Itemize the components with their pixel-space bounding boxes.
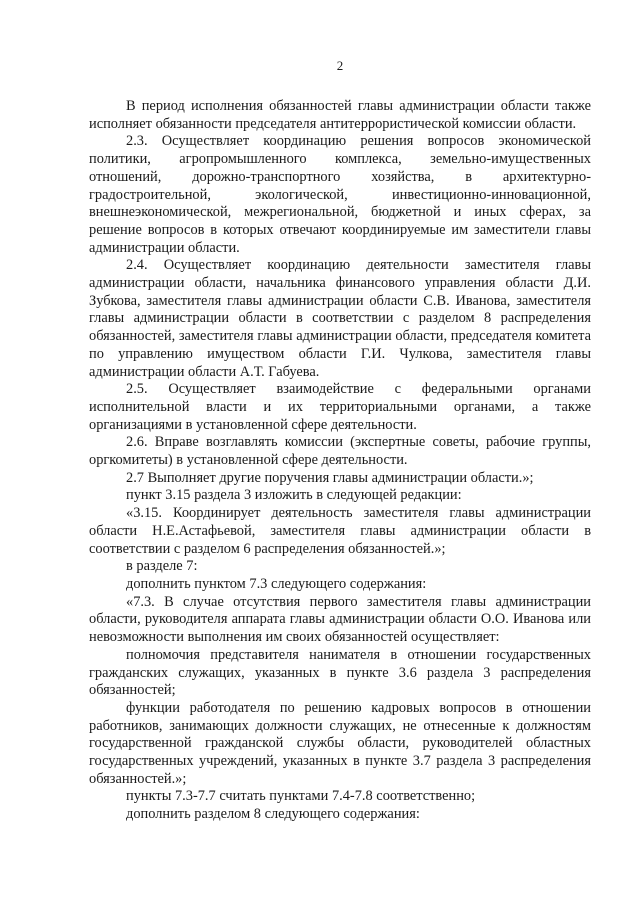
paragraph-2-7: 2.7 Выполняет другие поручения главы администрации области.»; [126,469,534,486]
paragraph-7-3: «7.3. В случае отсутствия первого заместителя главы администрации области, руководителя аппарата главы администрации области О.О. Иванова или невозможности выполнения им своих обязанностей осуществляет: [89,593,591,646]
paragraph-2-5: 2.5. Осуществляет взаимодействие с федеральными органами исполнительной власти и их территориальными органами, а также организациями в установленной сфере деятельности. [89,381,591,433]
document-body [89,98,591,824]
paragraph-employer-powers: полномочия представителя нанимателя в отношении государственных гражданских служащих, указанных в пункте 3.6 раздела 3 распределения обязанностей; [89,646,591,699]
paragraph-employer-functions: функции работодателя по решению кадровых вопросов в отношении работников, занимающих должности служащих, не отнесенные к должностям государственной гражданской службы области, руководителей областных государственных учреждений, указанных в пункте 3.7 раздела 3 распределения обязанностей.»; [89,699,591,787]
page-number: 2 [336,58,344,73]
paragraph-renumber: пункты 7.3-7.7 считать пунктами 7.4-7.8 соответственно; [126,788,476,805]
paragraph-3-15: «3.15. Координирует деятельность заместителя главы администрации области Н.Е.Астафьевой, заместителя главы администрации области в соответствии с разделом 6 распределения обязанностей.»; [89,505,591,557]
paragraph-1: В период исполнения обязанностей главы администрации области также исполняет обязанности председателя антитеррористической комиссии области. [89,98,591,132]
paragraph-2-3: 2.3. Осуществляет координацию решения вопросов экономической политики, агропромышленного комплекса, земельно-имущественных отношений, дорожно-транспортного хозяйства, в архитектурно-градостроительной, экологической, инвестиционно-инновационной, внешнеэкономической, межрегиональной, бюджетной и иных сферах, за решение вопросов в которых отвечают координируемые им заместители главы администрации области. [89,133,591,256]
paragraph-add-section-8: дополнить разделом 8 следующего содержания: [126,806,420,823]
paragraph-2-6: 2.6. Вправе возглавлять комиссии (экспертные советы, рабочие группы, оргкомитеты) в установленной сфере деятельности. [89,434,591,469]
paragraph-item-3-15-intro: пункт 3.15 раздела 3 изложить в следующей редакции: [126,487,462,504]
paragraph-2-4: 2.4. Осуществляет координацию деятельности заместителя главы администрации области, начальника финансового управления области Д.И. Зубкова, заместителя главы администрации области С.В. Иванова, заместителя главы администрации области в соответствии с разделом 8 распределения обязанностей, заместителя главы администрации области, председателя комитета по управлению имуществом области Г.И. Чулкова, заместителя главы администрации области А.Т. Габуева. [89,257,591,380]
paragraph-section-7: в разделе 7: [126,558,198,575]
paragraph-add-7-3: дополнить пунктом 7.3 следующего содержания: [126,575,427,592]
